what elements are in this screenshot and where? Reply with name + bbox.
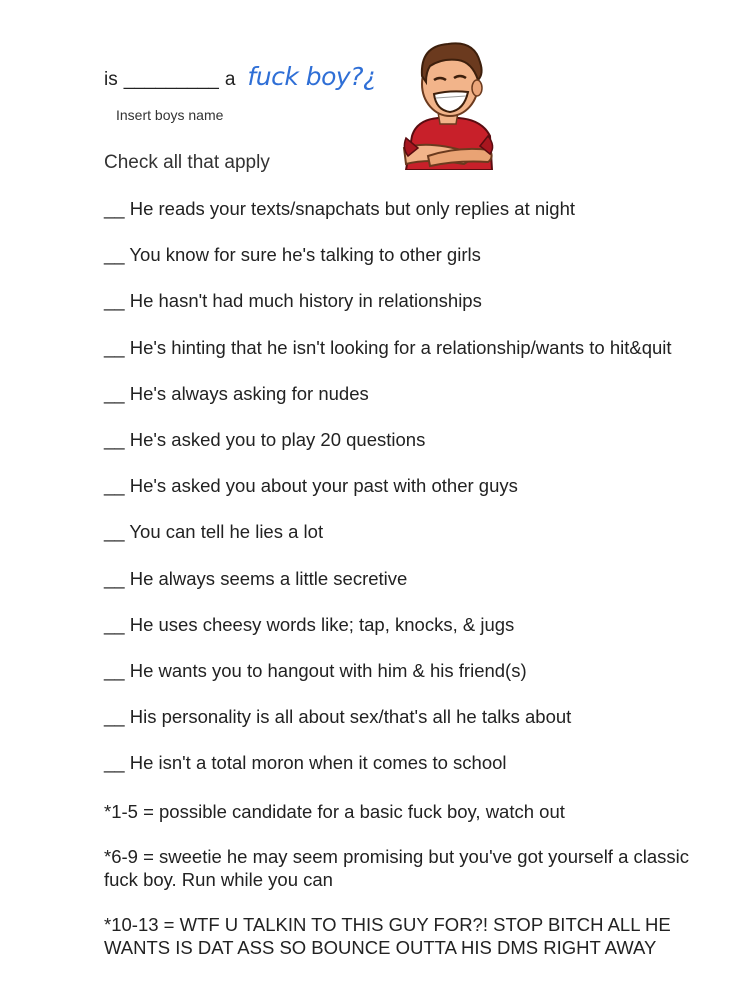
list-item: __ He hasn't had much history in relationships xyxy=(104,290,482,312)
fuck-boy-heading: fuck boy?¿ xyxy=(247,62,376,91)
name-hint: Insert boys name xyxy=(116,107,224,123)
checklist xyxy=(104,198,672,798)
score-1-5: *1-5 = possible candidate for a basic fuck boy, watch out xyxy=(104,801,565,822)
list-item: __ He's always asking for nudes xyxy=(104,382,369,404)
list-item: __ He wants you to hangout with him & his friend(s) xyxy=(104,659,527,681)
list-item: __ He reads your texts/snapchats but only replies at night xyxy=(104,198,575,219)
list-item: __ He's hinting that he isn't looking for a relationship/wants to hit&quit xyxy=(104,336,672,358)
list-item: __ He uses cheesy words like; tap, knocks, & jugs xyxy=(104,613,515,635)
scoring-section xyxy=(104,800,704,981)
name-blank: _________ xyxy=(123,69,219,90)
list-item: __ His personality is all about sex/that's all he talks about xyxy=(104,706,572,728)
list-item: __ You can tell he lies a lot xyxy=(104,521,324,543)
list-item: __ He's asked you about your past with other guys xyxy=(104,475,518,497)
list-item: __ He isn't a total moron when it comes to school xyxy=(104,752,507,774)
list-item: __ He's asked you to play 20 questions xyxy=(104,428,426,450)
check-all-prompt: Check all that apply xyxy=(104,152,270,173)
score-6-9: *6-9 = sweetie he may seem promising but you've got yourself a classic fuck boy. Run while you can xyxy=(104,846,690,890)
cartoon-boy-icon xyxy=(398,36,498,170)
list-item: __ He always seems a little secretive xyxy=(104,567,408,589)
score-10-13: *10-13 = WTF U TALKIN TO THIS GUY FOR?! STOP BITCH ALL HE WANTS IS DAT ASS SO BOUNCE OUTTA HIS DMS RIGHT AWAY xyxy=(104,914,671,958)
list-item: __ You know for sure he's talking to other girls xyxy=(104,244,481,266)
title-is: is xyxy=(104,69,118,90)
title-row xyxy=(104,62,376,91)
title-a: a xyxy=(224,69,236,90)
